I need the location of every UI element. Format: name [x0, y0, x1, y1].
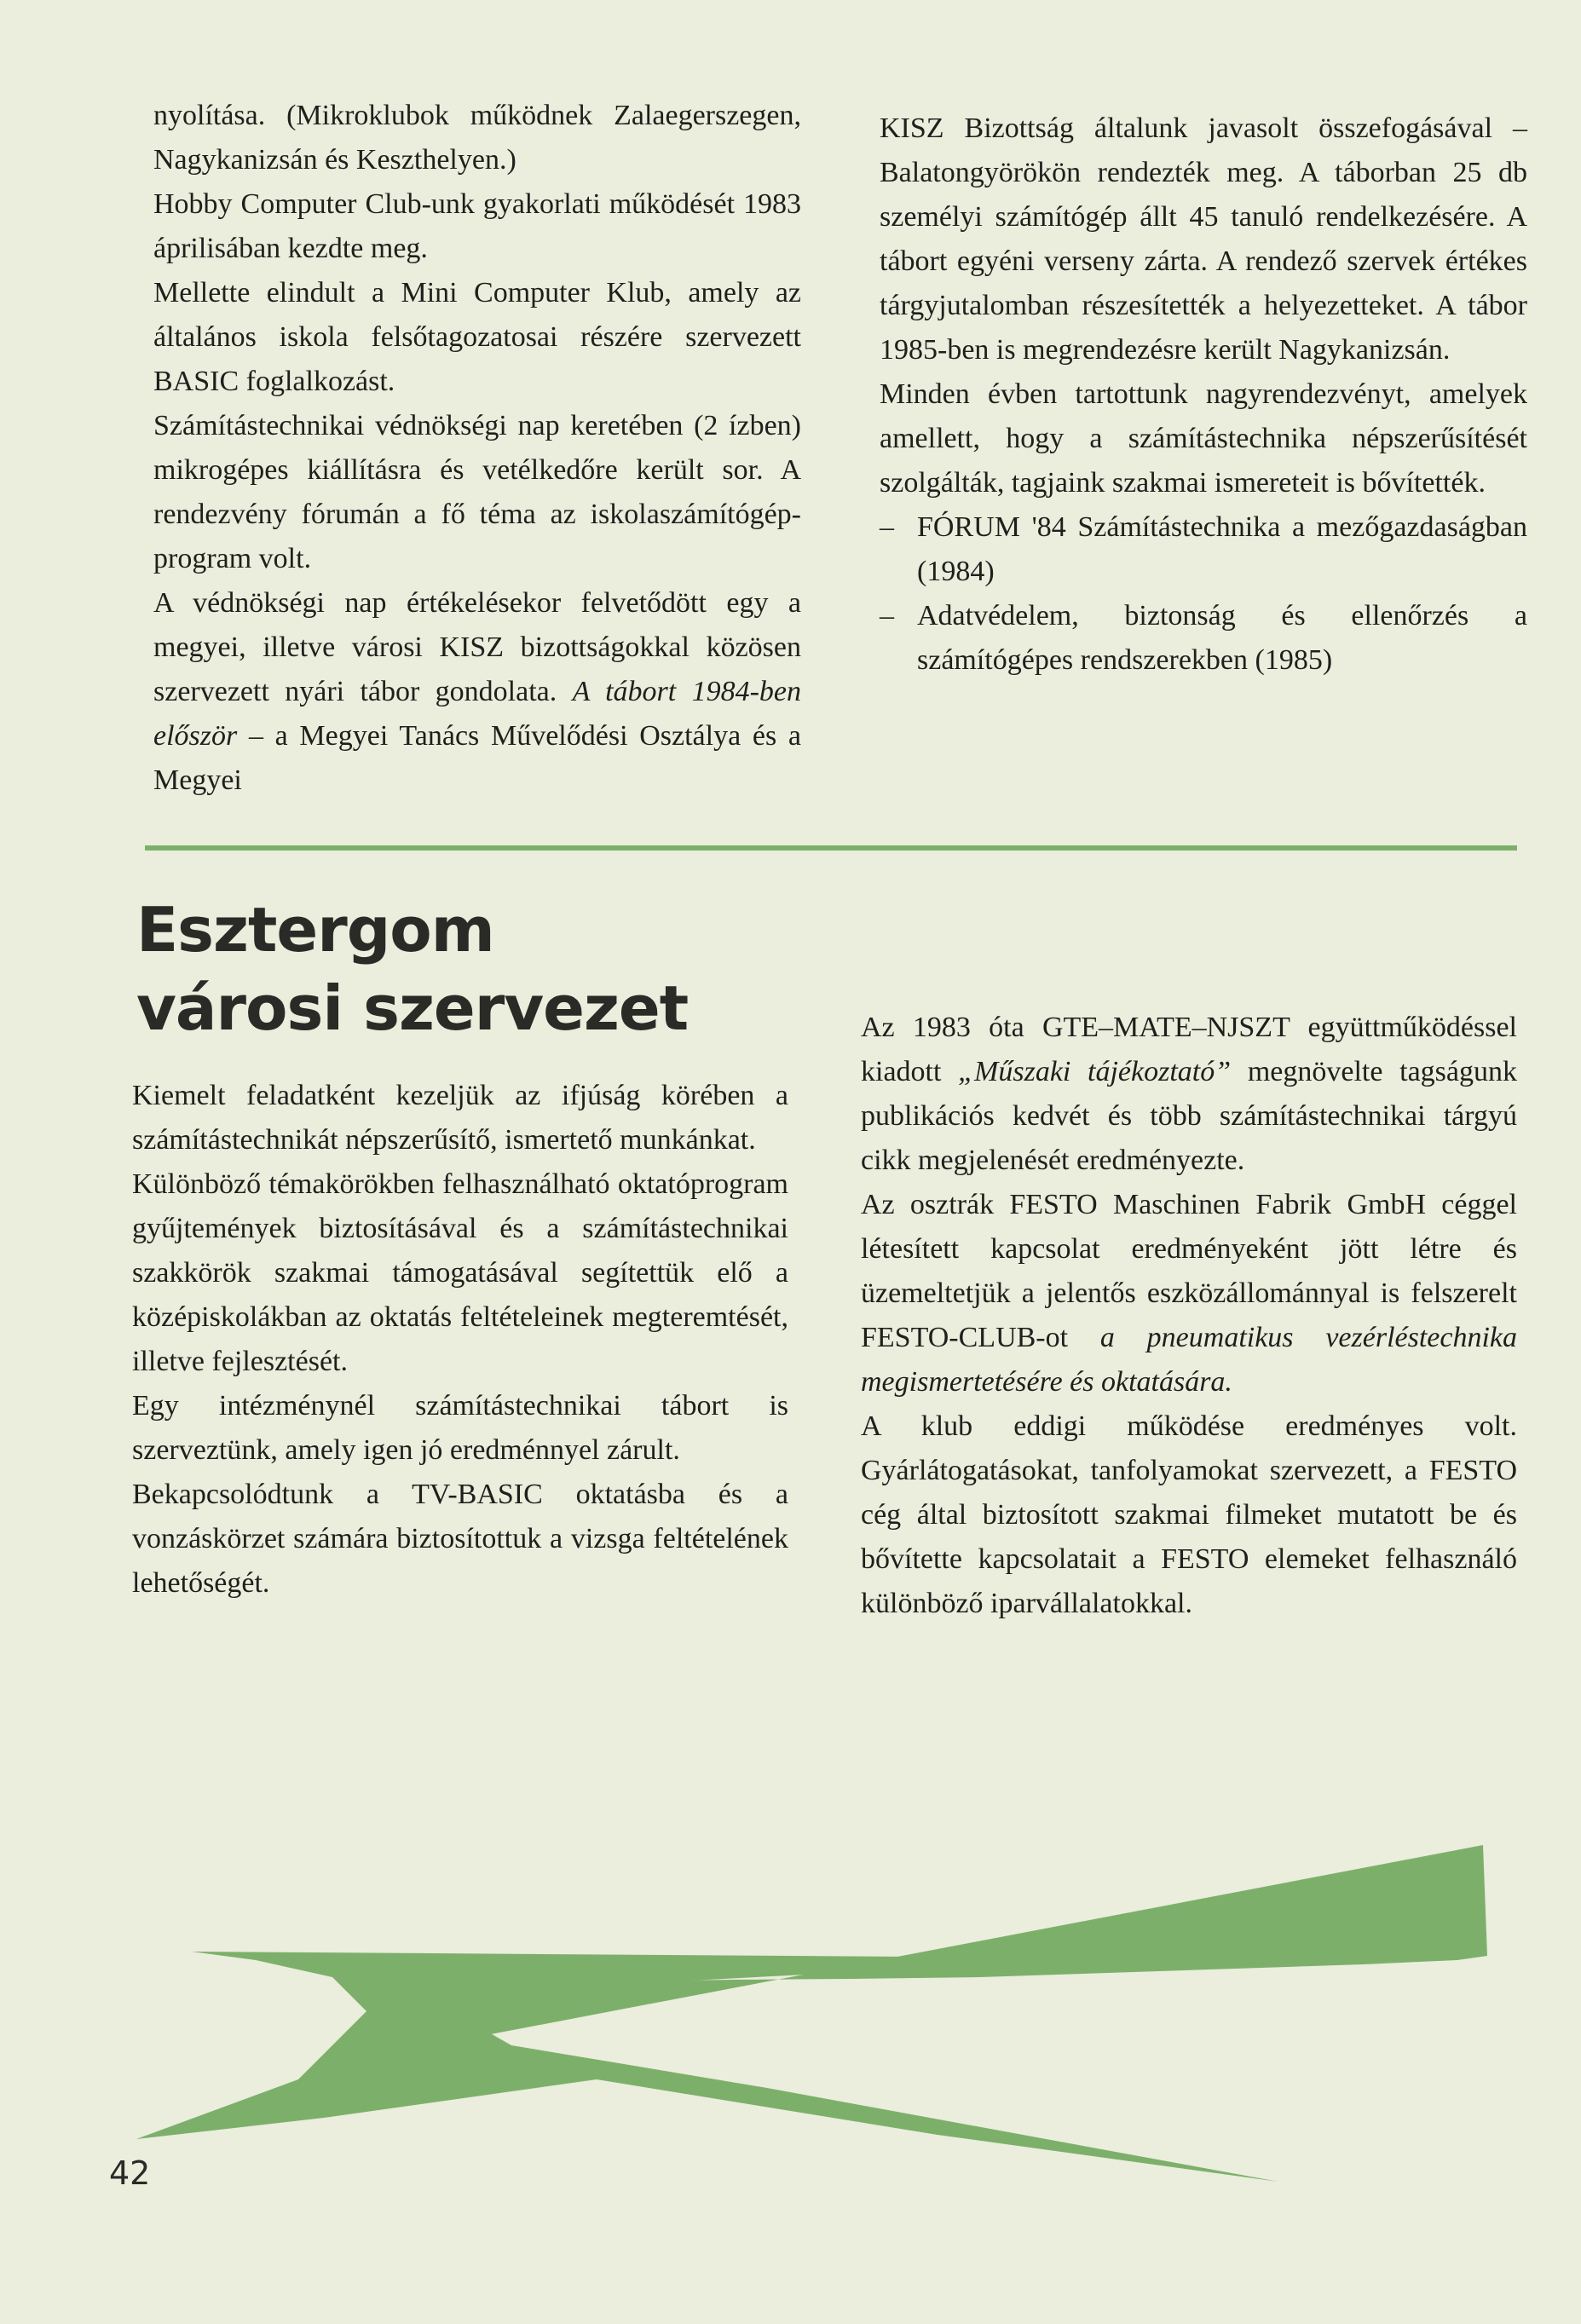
paragraph: Különböző témakörökben felhasználható oktatóprogram gyűjtemények biztosításával és a számítástechnikai szakkörök szakmai támogatásával segítettük elő a középiskolákban az oktatás feltételeinek megteremtését, illetve fejlesztését.: [132, 1168, 788, 1377]
paragraph: Számítástechnikai védnökségi nap keretében (2 ízben) mikrogépes kiállításra és vetélkedőre került sor. A rendezvény fórumán a fő téma az iskolaszámítógép-program volt.: [153, 410, 801, 574]
paragraph: Bekapcsolódtunk a TV-BASIC oktatásba és a vonzáskörzet számára biztosítottuk a vizsga feltételének lehetőségét.: [132, 1479, 788, 1599]
text-run: Az osztrák FESTO Maschinen Fabrik GmbH céggel létesített kapcsolat eredményeként jött létre és üzemeltetjük a jelentős eszközállománnyal is felszerelt FESTO-CLUB-ot: [861, 1189, 1517, 1353]
paragraph: Minden évben tartottunk nagyrendezvényt, amelyek amellett, hogy a számítástechnika népszerűsítését szolgálták, tagjaink szakmai ismereteit is bővítették.: [880, 378, 1527, 499]
text-run: A védnökségi nap értékelésekor felvetődött egy a megyei, illetve városi KISZ bizottságokkal közösen szervezett nyári tábor gondolata.: [153, 587, 801, 707]
section-title-line: városi szervezet: [136, 972, 689, 1044]
paragraph: Egy intézménynél számítástechnikai tábort is szerveztünk, amely igen jó eredménnyel zárult.: [132, 1390, 788, 1466]
decorative-swoosh-upper: [477, 1845, 1487, 2037]
paragraph: Mellette elindult a Mini Computer Klub, amely az általános iskola felsőtagozatosai részére szervezett BASIC foglalkozást.: [153, 277, 801, 397]
dash-bullet: –: [880, 511, 894, 543]
emphasis-text: A tábort 1984-ben először: [153, 676, 801, 752]
text-run: – a Megyei Tanács Művelődési Osztálya és a Megyei: [153, 720, 801, 796]
list-item-text: Adatvédelem, biztonság és ellenőrzés a számítógépes rendszerekben (1985): [917, 600, 1527, 676]
paragraph: nyolítása. (Mikroklubok működnek Zalaegerszegen, Nagykanizsán és Keszthelyen.): [153, 100, 801, 176]
page-number: 42: [109, 2154, 151, 2192]
emphasis-text: „Műszaki tájékoztató”: [958, 1056, 1232, 1087]
text-run: Az 1983 óta GTE–MATE–NJSZT együttműködéssel kiadott: [861, 1012, 1517, 1087]
paragraph: Kiemelt feladatként kezeljük az ifjúság körében a számítástechnikát népszerűsítő, ismertető munkánkat.: [132, 1080, 788, 1156]
section-title-line: Esztergom: [136, 894, 494, 966]
paragraph: KISZ Bizottság általunk javasolt összefogásával – Balatongyörökön rendezték meg. A táborban 25 db személyi számítógép állt 45 tanuló rendelkezésére. A tábort egyéni verseny zárta. A rendező szervek értékes tárgyjutalomban részesítették a helyezetteket. A tábor 1985-ben is megrendezésre került Nagykanizsán.: [880, 112, 1527, 366]
emphasis-text: a pneumatikus vezérléstechnika megismertetésére és oktatására.: [861, 1322, 1517, 1398]
list-item-text: FÓRUM '84 Számítástechnika a mezőgazdaságban (1984): [917, 511, 1527, 587]
paragraph: A klub eddigi működése eredményes volt. Gyárlátogatásokat, tanfolyamokat szervezett, a FESTO cég által biztosított szakmai filmeket mutatott be és bővítette kapcsolatait a FESTO elemeket felhasználó különböző iparvállalatokkal.: [861, 1410, 1517, 1619]
paragraph: Hobby Computer Club-unk gyakorlati működését 1983 áprilisában kezdte meg.: [153, 188, 801, 264]
text-run: megnövelte tagságunk publikációs kedvét és több számítástechnikai tárgyú cikk megjelenését eredményezte.: [861, 1056, 1517, 1176]
dash-bullet: –: [880, 600, 894, 631]
